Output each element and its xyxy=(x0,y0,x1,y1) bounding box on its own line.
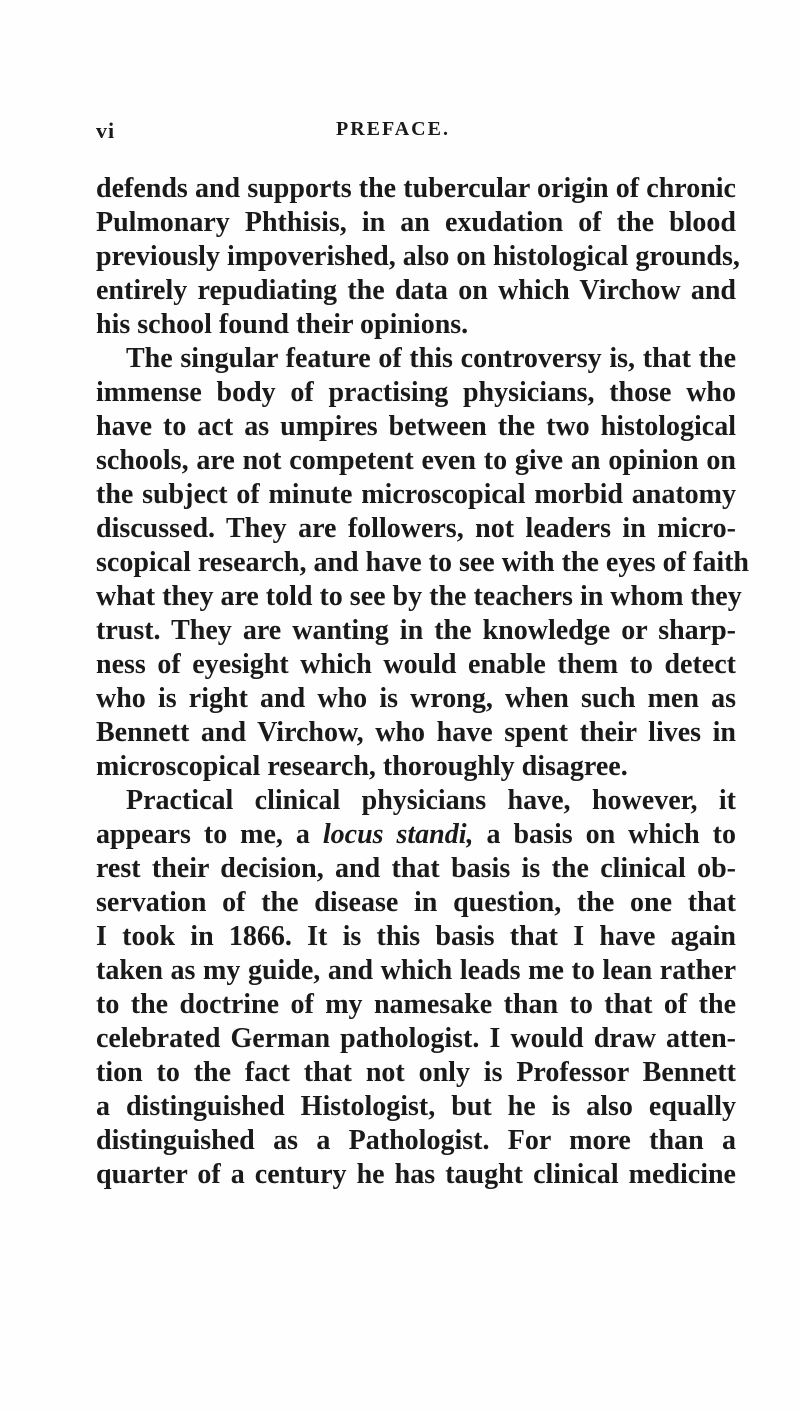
text-segment: a basis on which to xyxy=(473,819,736,850)
body-text xyxy=(96,172,749,1192)
text-line: tion to the fact that not only is Professor Bennett xyxy=(96,1057,736,1088)
text-line: microscopical research, thoroughly disagree. xyxy=(96,751,628,782)
text-line: immense body of practising physicians, those who xyxy=(96,377,736,408)
text-line: servation of the disease in question, the one that xyxy=(96,887,736,918)
text-line: what they are told to see by the teachers in whom they xyxy=(96,581,742,612)
running-title: PREFACE. xyxy=(336,118,450,140)
text-line: schools, are not competent even to give an opinion on xyxy=(96,445,736,476)
text-segment: appears to me, a xyxy=(96,819,323,850)
text-line: a distinguished Histologist, but he is also equally xyxy=(96,1091,736,1122)
text-line: celebrated German pathologist. I would draw atten- xyxy=(96,1023,736,1054)
text-line: I took in 1866. It is this basis that I have again xyxy=(96,921,736,952)
text-line: taken as my guide, and which leads me to lean rather xyxy=(96,955,736,986)
text-line: scopical research, and have to see with the eyes of faith xyxy=(96,547,749,578)
text-line-locus-standi xyxy=(96,818,736,852)
text-line: Pulmonary Phthisis, in an exudation of the blood xyxy=(96,207,736,238)
text-line: ness of eyesight which would enable them to detect xyxy=(96,649,736,680)
text-line: quarter of a century he has taught clinical medicine xyxy=(96,1159,736,1190)
text-line: the subject of minute microscopical morbid anatomy xyxy=(96,479,736,510)
text-line: rest their decision, and that basis is the clinical ob- xyxy=(96,853,736,884)
text-line: The singular feature of this controversy is, that the xyxy=(126,343,736,374)
italic-phrase: locus standi, xyxy=(322,819,474,850)
text-line: previously impoverished, also on histological grounds, xyxy=(96,241,740,272)
text-line: who is right and who is wrong, when such men as xyxy=(96,683,736,714)
text-line: entirely repudiating the data on which Virchow and xyxy=(96,275,736,306)
text-line: his school found their opinions. xyxy=(96,309,469,340)
text-line: defends and supports the tubercular origin of chronic xyxy=(96,173,736,204)
text-line: trust. They are wanting in the knowledge or sharp- xyxy=(96,615,736,646)
text-line: distinguished as a Pathologist. For more than a xyxy=(96,1125,736,1156)
text-line: to the doctrine of my namesake than to that of the xyxy=(96,989,736,1020)
text-line: Bennett and Virchow, who have spent their lives in xyxy=(96,717,736,748)
text-line: have to act as umpires between the two histological xyxy=(96,411,736,442)
page-number: vi xyxy=(96,118,116,143)
text-line: discussed. They are followers, not leaders in micro- xyxy=(96,513,736,544)
text-line: Practical clinical physicians have, however, it xyxy=(126,785,736,816)
running-head xyxy=(96,118,736,144)
